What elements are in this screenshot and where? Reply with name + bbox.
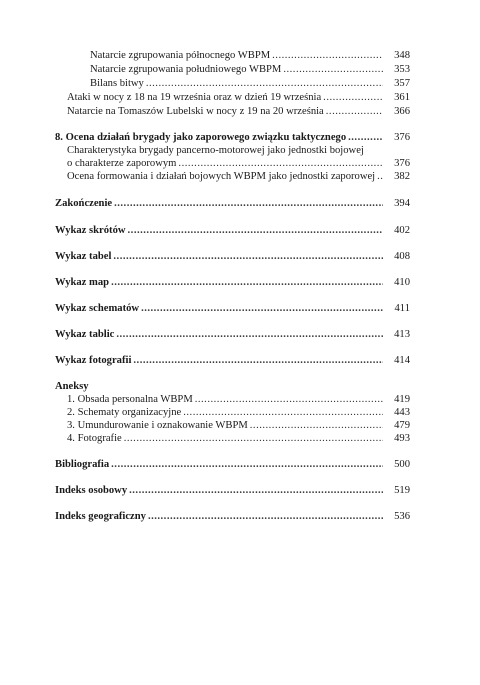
toc-entry-page: 413	[394, 329, 410, 340]
toc-entry-page: 376	[394, 158, 410, 169]
toc-entry-page: 353	[394, 64, 410, 75]
toc-entry-title: Ocena formowania i działań bojowych WBPM jako jednostki zaporowej	[67, 171, 376, 182]
toc-entry-page: 479	[394, 420, 410, 431]
dot-leader	[141, 302, 383, 315]
toc-entry-title: 4. Fotografie	[67, 433, 122, 444]
toc-entry-page: 348	[394, 50, 410, 61]
toc-entry-title: Ataki w nocy z 18 na 19 września oraz w dzień 19 września	[67, 92, 322, 103]
dot-leader	[113, 250, 383, 263]
toc-entry	[67, 105, 385, 118]
dot-leader	[348, 131, 383, 144]
toc-entry-page: 376	[394, 132, 410, 143]
dot-leader	[116, 328, 383, 341]
toc-section-entry	[55, 276, 385, 289]
toc-entry-page: 493	[394, 433, 410, 444]
toc-entry	[67, 393, 385, 406]
toc-entry-title: Natarcie na Tomaszów Lubelski w nocy z 19 na 20 września	[67, 106, 324, 117]
toc-entry	[67, 157, 385, 170]
toc-section-entry	[55, 328, 385, 341]
toc-chapter-entry	[55, 131, 385, 144]
dot-leader	[326, 105, 383, 118]
dot-leader	[129, 484, 383, 497]
toc-entry-page: 357	[394, 78, 410, 89]
toc-entry	[90, 49, 385, 62]
toc-entry	[67, 91, 385, 104]
dot-leader	[133, 354, 383, 367]
toc-entry-title: Wykaz skrótów	[55, 225, 126, 236]
toc-entry	[67, 419, 385, 432]
toc-entry-page: 500	[394, 459, 410, 470]
dot-leader	[195, 393, 383, 406]
toc-section-entry	[55, 197, 385, 210]
toc-entry-title: Natarcie zgrupowania północnego WBPM	[90, 50, 271, 61]
toc-entry-title: Natarcie zgrupowania południowego WBPM	[90, 64, 282, 75]
dot-leader	[183, 406, 383, 419]
dot-leader	[111, 276, 383, 289]
dot-leader	[111, 458, 383, 471]
toc-entry	[67, 170, 385, 183]
toc-entry-title: Zakończenie	[55, 198, 113, 209]
toc-entry-page: 410	[394, 277, 410, 288]
dot-leader	[323, 91, 383, 104]
toc-entry-page: 382	[394, 171, 410, 182]
toc-entry-page: 366	[394, 106, 410, 117]
toc-entry-page: 394	[394, 198, 410, 209]
toc-section-entry	[55, 250, 385, 263]
toc-section-entry	[55, 510, 385, 523]
toc-entry	[90, 77, 385, 90]
toc-entry-page: 361	[394, 92, 410, 103]
dot-leader	[128, 224, 383, 237]
dot-leader	[124, 432, 383, 445]
toc-entry-title: Bibliografia	[55, 459, 110, 470]
toc-entry-page: 519	[394, 485, 410, 496]
toc-entry-title: o charakterze zaporowym	[67, 158, 177, 169]
dot-leader	[114, 197, 383, 210]
toc-entry-title: Indeks osobowy	[55, 485, 128, 496]
toc-entry	[67, 432, 385, 445]
toc-entry-title: Bilans bitwy	[90, 78, 144, 89]
toc-section-entry	[55, 302, 385, 315]
toc-entry-page: 536	[394, 511, 410, 522]
toc-entry-page: 443	[394, 407, 410, 418]
dot-leader	[148, 510, 383, 523]
toc-entry-title: Wykaz tablic	[55, 329, 115, 340]
toc-entry-title: 1. Obsada personalna WBPM	[67, 394, 193, 405]
dot-leader	[272, 49, 383, 62]
toc-entry-title: 3. Umundurowanie i oznakowanie WBPM	[67, 420, 248, 431]
toc-entry-page: 414	[394, 355, 410, 366]
toc-entry	[67, 406, 385, 419]
toc-entry-title: Wykaz map	[55, 277, 110, 288]
toc-entry-page: 402	[394, 225, 410, 236]
dot-leader	[250, 419, 383, 432]
toc-entry-title: Wykaz schematów	[55, 303, 140, 314]
toc-entry	[90, 63, 385, 76]
dot-leader	[146, 77, 383, 90]
toc-section-entry	[55, 354, 385, 367]
toc-entry-title: Wykaz fotografii	[55, 355, 132, 366]
dot-leader	[178, 157, 383, 170]
toc-section-entry	[55, 224, 385, 237]
toc-entry-title: Indeks geograficzny	[55, 511, 146, 522]
toc-entry-title: 8. Ocena działań brygady jako zaporowego związku taktycznego	[55, 132, 347, 143]
toc-entry-page: 408	[394, 251, 410, 262]
toc-entry-page: 419	[394, 394, 410, 405]
toc-entry-title-line: Charakterystyka brygady pancerno-motorowej jako jednostki bojowej	[67, 145, 364, 156]
toc-section-entry	[55, 458, 385, 471]
toc-section-heading: Aneksy	[55, 381, 89, 392]
toc-entry-title: Wykaz tabel	[55, 251, 112, 262]
dot-leader	[377, 170, 383, 183]
toc-section-entry	[55, 484, 385, 497]
toc-entry-page: 411	[394, 303, 410, 314]
toc-entry-title: 2. Schematy organizacyjne	[67, 407, 182, 418]
dot-leader	[283, 63, 383, 76]
